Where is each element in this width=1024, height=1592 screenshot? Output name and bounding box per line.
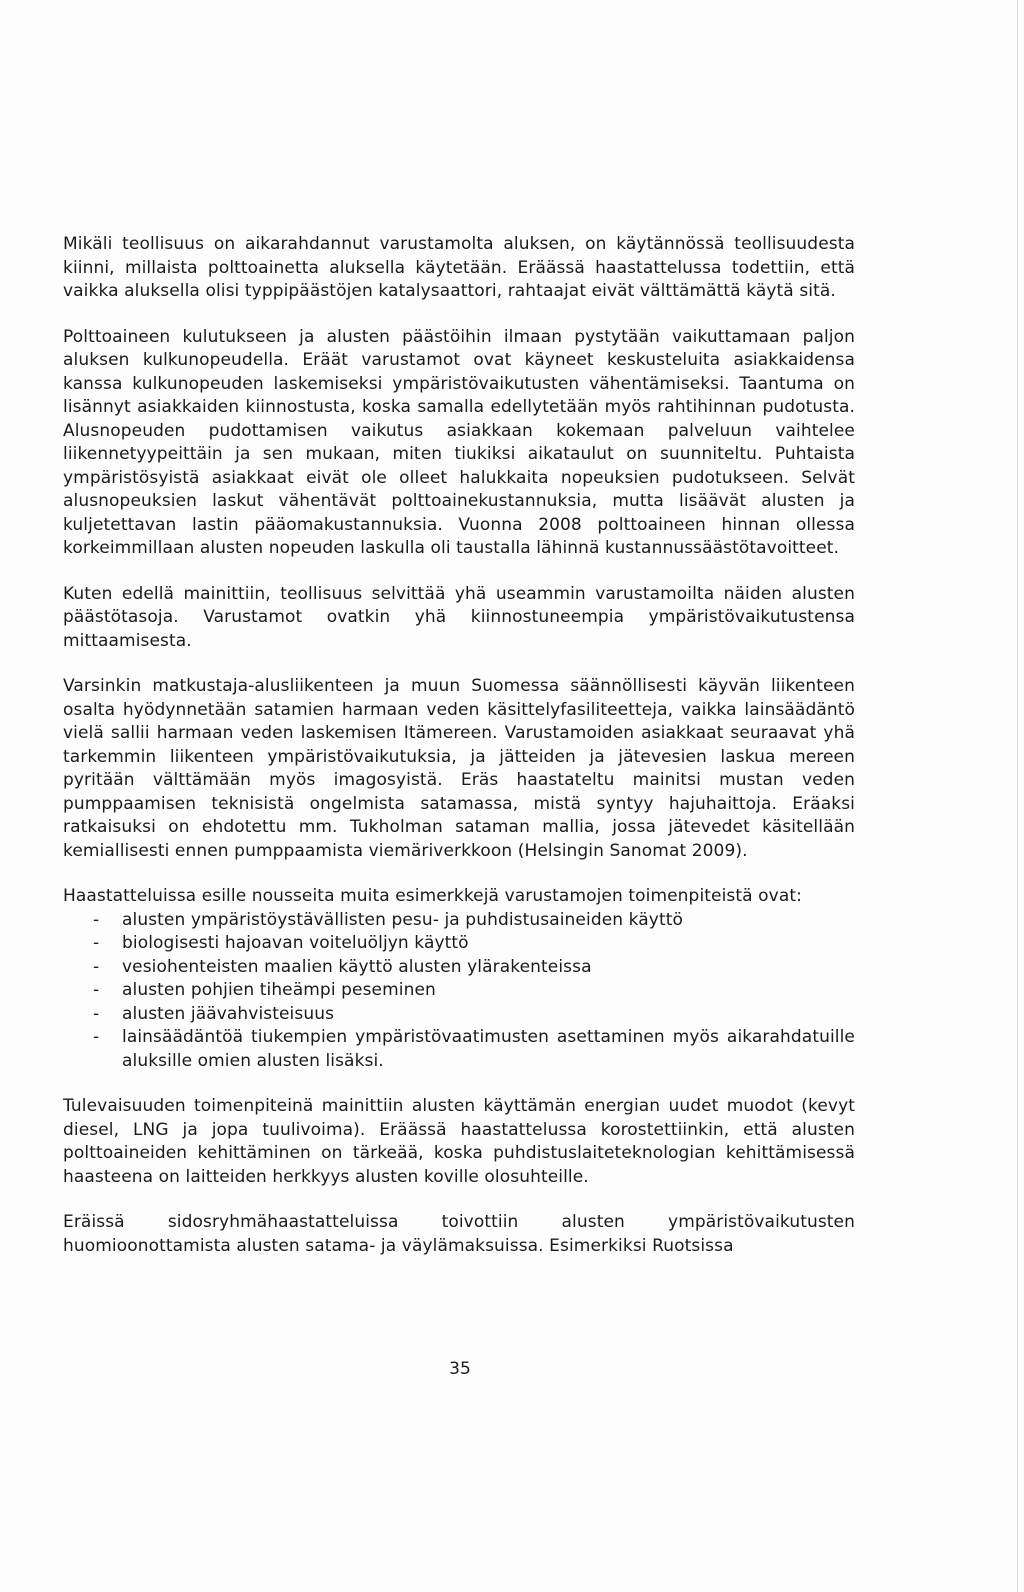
list-item-text: vesiohenteisten maalien käyttö alusten ylärakenteissa <box>122 956 592 977</box>
scan-edge-line <box>1017 0 1018 1592</box>
list-item <box>63 1026 855 1073</box>
list-dash: - <box>93 1027 100 1047</box>
paragraph-vessel-speed: Polttoaineen kulutukseen ja alusten päästöihin ilmaan pystytään vaikuttamaan paljon aluksen kulkunopeudella. Eräät varustamot ovat käyneet keskusteluita asiakkaidensa kanssa kulkunopeuden laskemiseksi ympäristövaikutusten vähentämiseksi. Taantuma on lisännyt asiakkaiden kiinnostusta, koska samalla edellytetään myös rahtihinnan pudotusta. Alusnopeuden pudottamisen vaikutus asiakkaan kokemaan palveluun vaihtelee liikennetyypeittäin ja sen mukaan, miten tiukiksi aikataulut on suunniteltu. Puhtaista ympäristösyistä asiakkaat eivät ole olleet halukkaita nopeuksien pudotukseen. Selvät alusnopeuksien laskut vähentävät polttoainekustannuksia, mutta lisäävät alusten ja kuljetettavan lastin pääomakustannuksia. Vuonna 2008 polttoaineen hinnan ollessa korkeimmillaan alusten nopeuden laskulla oli taustalla lähinnä kustannussäästötavoitteet. <box>63 326 855 558</box>
list-item <box>63 979 855 1003</box>
page-number: 35 <box>449 1359 471 1379</box>
list-item-text: alusten pohjien tiheämpi peseminen <box>122 980 436 1000</box>
list-item-text: lainsäädäntöä tiukempien ympäristövaatimusten asettaminen myös aikarahdatuille aluksille omien alusten lisäksi. <box>122 1027 855 1071</box>
list-item <box>63 932 855 956</box>
paragraph-future-measures: Tulevaisuuden toimenpiteinä mainittiin alusten käyttämän energian uudet muodot (kevyt diesel, LNG ja jopa tuulivoima). Eräässä haastattelussa korostettiinkin, että alusten polttoaineiden kehittäminen on tärkeää, koska puhdistuslaiteteknologian kehittämisessä haasteena on laitteiden herkkyys alusten koville olosuhteille. <box>63 1096 855 1187</box>
list-item-text: alusten ympäristöystävällisten pesu- ja puhdistusaineiden käyttö <box>122 909 683 930</box>
paragraph-port-fees: Eräissä sidosryhmähaastatteluissa toivottiin alusten ympäristövaikutusten huomioonottamista alusten satama- ja väylämaksuissa. Esimerkiksi Ruotsissa <box>63 1212 855 1256</box>
list-item <box>63 1003 855 1027</box>
paragraph-charter-fuel: Mikäli teollisuus on aikarahdannut varustamolta aluksen, on käytännössä teollisuudesta kiinni, millaista polttoainetta aluksella käytetään. Eräässä haastattelussa todettiin, että vaikka aluksella olisi typpipäästöjen katalysaattori, rahtaajat eivät välttämättä käytä sitä. <box>63 234 855 301</box>
list-item-text: alusten jäävahvisteisuus <box>122 1003 335 1024</box>
list-item <box>63 956 855 980</box>
list-item-text: biologisesti hajoavan voiteluöljyn käyttö <box>122 933 469 953</box>
paragraph-grey-water: Varsinkin matkustaja-alusliikenteen ja muun Suomessa säännöllisesti käyvän liikenteen osalta hyödynnetään satamien harmaan veden käsittelyfasiliteetteja, vaikka lainsäädäntö vielä sallii harmaan veden laskemisen Itämereen. Varustamoiden asiakkaat seuraavat yhä tarkemmin liikenteen ympäristövaikutuksia, ja jätteiden ja jätevesien laskua mereen pyritään välttämään myös imagosyistä. Eräs haastateltu mainitsi mustan veden pumppaamisen teknisistä ongelmista satamassa, mistä syntyy hajuhaittoja. Eräaksi ratkaisuksi on ehdotettu mm. Tukholman sataman mallia, jossa jätevedet käsitellään kemiallisesti ennen pumppaamista viemäriverkkoon (Helsingin Sanomat 2009). <box>63 676 855 861</box>
list-dash: - <box>93 933 100 953</box>
measures-list <box>63 909 855 1074</box>
list-dash: - <box>93 956 100 977</box>
list-dash: - <box>93 980 100 1000</box>
list-dash: - <box>93 909 100 930</box>
body-text <box>63 233 855 1280</box>
list-dash: - <box>93 1003 100 1024</box>
paragraph-list-intro: Haastatteluissa esille nousseita muita esimerkkejä varustamojen toimenpiteistä ovat: <box>63 886 802 906</box>
paragraph-emission-levels: Kuten edellä mainittiin, teollisuus selvittää yhä useammin varustamoilta näiden alusten päästötasoja. Varustamot ovatkin yhä kiinnostuneempia ympäristövaikutustensa mittaamisesta. <box>63 583 855 651</box>
list-item <box>63 909 855 933</box>
